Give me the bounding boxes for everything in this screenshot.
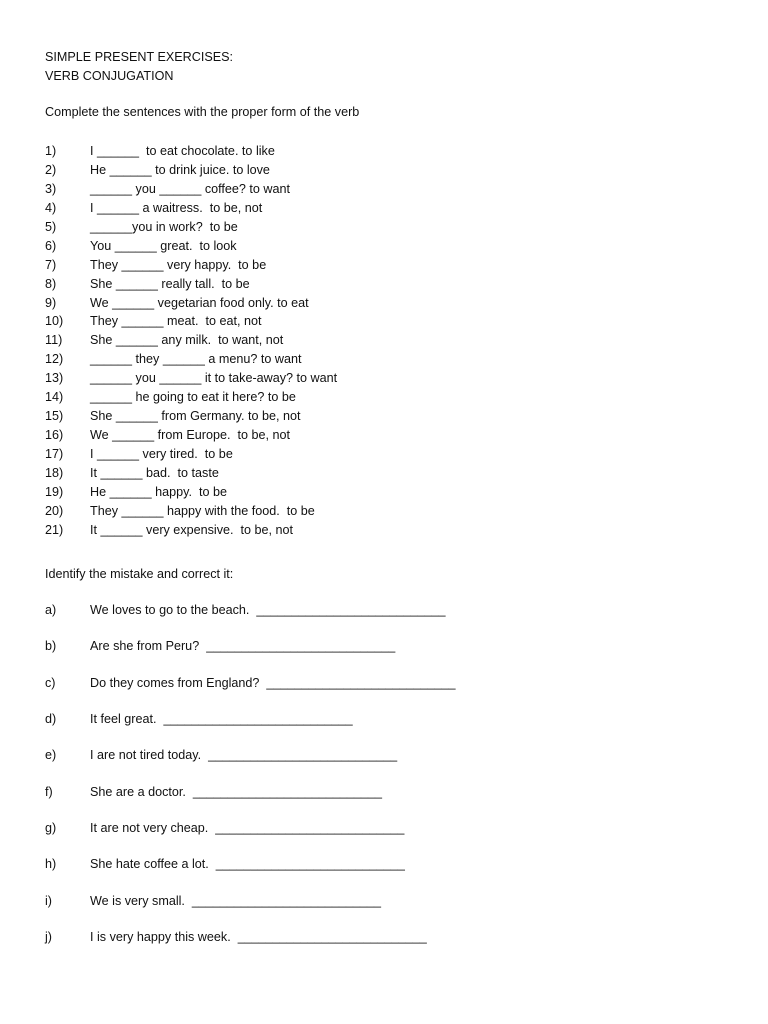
item-sentence: Do they comes from England? ___________________________ [90,675,456,690]
worksheet-title: SIMPLE PRESENT EXERCISES: [45,50,234,64]
exercise1-item [45,161,337,180]
item-number: 4) [45,200,57,215]
item-sentence: She ______ really tall. to be [90,276,250,291]
item-number: 7) [45,257,57,272]
item-sentence: ______ he going to eat it here? to be [90,390,296,405]
exercise1-item [45,483,337,502]
exercise1-item [45,407,337,426]
item-sentence: ______ you ______ it to take-away? to want [90,371,338,386]
item-number: 20) [45,503,64,518]
item-sentence: I ______ a waitress. to be, not [90,200,263,215]
item-sentence: They ______ happy with the food. to be [90,503,315,518]
item-sentence: It are not very cheap. ___________________________ [90,821,405,836]
exercise2-item [45,891,456,927]
item-number: 1) [45,144,57,158]
item-number: f) [45,784,53,799]
item-number: 9) [45,295,57,310]
item-sentence: ______ you ______ coffee? to want [90,181,291,196]
item-sentence: They ______ meat. to eat, not [90,314,262,329]
item-sentence: ______ they ______ a menu? to want [90,352,302,367]
exercise1-item [45,521,337,540]
item-sentence: I ______ very tired. to be [90,447,233,461]
exercise1-item [45,331,337,350]
item-sentence: We ______ from Europe. to be, not [90,428,290,443]
item-number: 17) [45,447,64,461]
item-number: h) [45,857,57,872]
item-number: 19) [45,484,64,499]
item-sentence: I is very happy this week. ___________________________ [90,930,427,945]
exercise1-item [45,312,337,331]
exercise2-item [45,673,456,709]
item-number: 12) [45,352,64,367]
item-number: g) [45,821,57,836]
exercise2-item [45,745,456,781]
exercise2-item [45,854,456,890]
item-number: 8) [45,276,57,291]
item-number: d) [45,712,57,727]
item-sentence: We loves to go to the beach. ___________________________ [90,603,446,617]
item-number: 15) [45,409,64,424]
exercise1-item [45,180,337,199]
exercise1-item [45,218,337,237]
exercise1-item [45,142,337,161]
exercise1-item [45,275,337,294]
exercise2-item [45,782,456,818]
item-number: 6) [45,238,57,253]
item-sentence: I ______ to eat chocolate. to like [90,144,275,158]
exercise2-item [45,709,456,745]
exercise2-item [45,818,456,854]
item-sentence: You ______ great. to look [90,238,237,253]
exercise1-item [45,445,337,464]
exercise2-item [45,600,456,636]
exercise1-item [45,237,337,256]
exercise1-item [45,426,337,445]
item-sentence: ______you in work? to be [90,219,238,234]
item-sentence: They ______ very happy. to be [90,257,267,272]
exercise1-item [45,350,337,369]
item-sentence: It ______ very expensive. to be, not [90,522,294,537]
item-number: 5) [45,219,57,234]
item-number: 3) [45,181,57,196]
exercise1-item [45,199,337,218]
exercise1-item [45,256,337,275]
item-sentence: Are she from Peru? ___________________________ [90,639,396,654]
item-number: 16) [45,428,64,443]
exercise2-item [45,636,456,672]
item-number: j) [45,930,52,945]
item-number: b) [45,639,57,654]
exercise1-list [45,142,337,540]
item-number: a) [45,603,57,617]
item-number: c) [45,675,56,690]
item-sentence: She hate coffee a lot. ___________________________ [90,857,405,872]
item-number: 11) [45,333,63,348]
item-sentence: He ______ happy. to be [90,484,228,499]
item-number: i) [45,893,52,908]
item-number: 10) [45,314,64,329]
item-number: e) [45,748,57,763]
item-number: 13) [45,371,64,386]
item-sentence: It ______ bad. to taste [90,465,219,480]
item-sentence: She ______ any milk. to want, not [90,333,284,348]
item-sentence: She are a doctor. ___________________________ [90,784,383,799]
exercise1-item [45,388,337,407]
item-number: 2) [45,162,57,177]
exercise2-instruction: Identify the mistake and correct it: [45,567,234,581]
worksheet-header [45,48,233,86]
exercise2-list [45,600,456,963]
item-sentence: He ______ to drink juice. to love [90,162,270,177]
item-number: 21) [45,522,64,537]
exercise1-item [45,294,337,313]
item-sentence: We is very small. ___________________________ [90,893,382,908]
exercise1-item [45,369,337,388]
item-sentence: We ______ vegetarian food only. to eat [90,295,309,310]
item-sentence: I are not tired today. ___________________________ [90,748,398,763]
exercise1-item [45,464,337,483]
exercise2-item [45,927,456,963]
item-sentence: It feel great. ___________________________ [90,712,353,727]
exercise1-instruction: Complete the sentences with the proper form of the verb [45,105,360,119]
item-sentence: She ______ from Germany. to be, not [90,409,301,424]
item-number: 18) [45,465,64,480]
item-number: 14) [45,390,64,405]
exercise1-item [45,502,337,521]
worksheet-subtitle: VERB CONJUGATION [45,69,174,83]
